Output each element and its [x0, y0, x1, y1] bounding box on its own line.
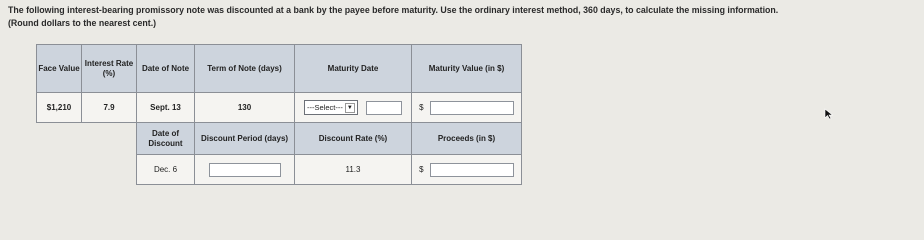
discount-period-input[interactable]: [209, 163, 281, 177]
instructions: [8, 4, 913, 30]
date-of-note: Sept. 13: [137, 93, 195, 123]
proceeds-dollar: $: [419, 165, 424, 174]
note-table: [36, 44, 522, 185]
proceeds-input[interactable]: [430, 163, 514, 177]
instructions-line2: (Round dollars to the nearest cent.): [8, 18, 157, 28]
header-interest-rate: Interest Rate (%): [82, 45, 137, 93]
maturity-month-select[interactable]: [304, 100, 358, 115]
table1-header-row: [37, 45, 522, 93]
header-maturity-value: Maturity Value (in $): [412, 45, 522, 93]
header-discount-period: Discount Period (days): [195, 123, 295, 155]
proceeds-cell: [412, 155, 522, 185]
table2-data-row: [37, 155, 522, 185]
header-proceeds: Proceeds (in $): [412, 123, 522, 155]
blank-cell: [37, 123, 137, 155]
discount-rate: 11.3: [295, 155, 412, 185]
maturity-date-cell: [295, 93, 412, 123]
maturity-value-input[interactable]: [430, 101, 514, 115]
face-value: $1,210: [37, 93, 82, 123]
maturity-day-input[interactable]: [366, 101, 402, 115]
maturity-value-dollar: $: [419, 103, 424, 112]
instructions-line1: The following interest-bearing promissory note was discounted at a bank by the payee before maturity. Use the ordinary interest method, 360 days, to calculate the missing information.: [8, 5, 779, 15]
table2-header-row: [37, 123, 522, 155]
date-of-discount: Dec. 6: [137, 155, 195, 185]
interest-rate: 7.9: [82, 93, 137, 123]
chevron-down-icon: ▼: [346, 104, 353, 111]
mouse-pointer-icon: [824, 108, 834, 120]
header-maturity-date: Maturity Date: [295, 45, 412, 93]
header-face-value: Face Value: [37, 45, 82, 93]
maturity-month-select-label: ---Select---: [306, 103, 343, 112]
blank-cell: [37, 155, 137, 185]
term-of-note: 130: [195, 93, 295, 123]
table1-data-row: [37, 93, 522, 123]
header-discount-rate: Discount Rate (%): [295, 123, 412, 155]
discount-period-cell: [195, 155, 295, 185]
header-date-of-discount: Date of Discount: [137, 123, 195, 155]
header-date-of-note: Date of Note: [137, 45, 195, 93]
header-term-of-note: Term of Note (days): [195, 45, 295, 93]
maturity-value-cell: [412, 93, 522, 123]
